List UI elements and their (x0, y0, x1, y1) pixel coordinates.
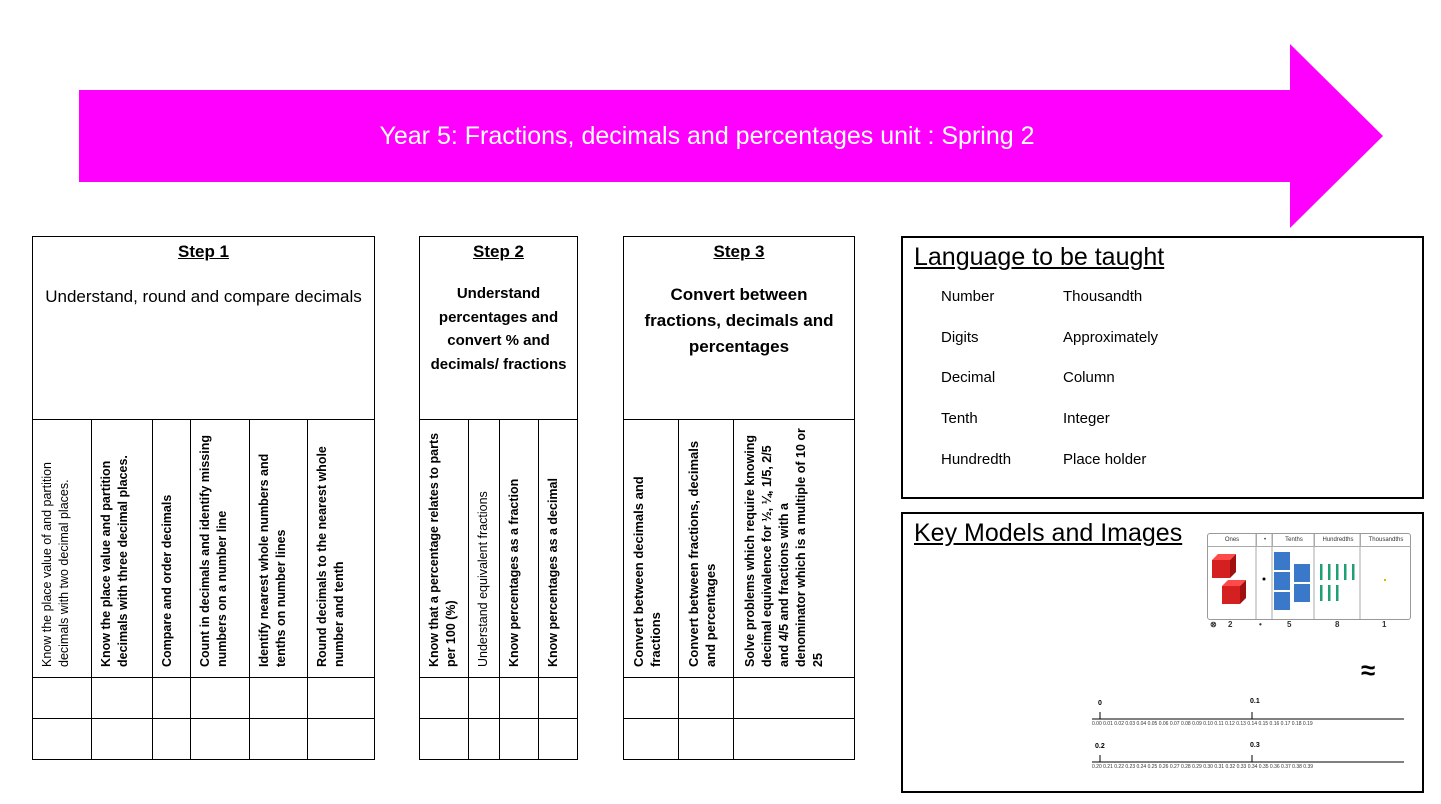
language-word: Approximately (1063, 328, 1159, 346)
models-title: Key Models and Images (914, 519, 1183, 547)
step-3-blank-row (624, 678, 855, 719)
step-2-item-3: Know percentages as a fraction (500, 420, 539, 678)
step-1-item-5: Identify nearest whole numbers and tenths on number lines (250, 420, 308, 678)
step-2-item-2: Understand equivalent fractions (469, 420, 500, 678)
language-word: Thousandth (1063, 288, 1143, 305)
step-2-item-4: Know percentages as a decimal (539, 420, 578, 678)
numberline-1-label-mid: 0.1 (1250, 698, 1260, 705)
place-value-chart (1207, 533, 1411, 620)
step-2-label: Step 2 (473, 242, 525, 261)
numberline-1-ticks: 0.00 0.01 0.02 0.03 0.04 0.05 0.06 0.07 0.08 0.09 0.10 0.11 0.12 0.13 0.14 0.15 0.16 0.17 0.18 0.19 (1092, 721, 1313, 727)
step-1-blank-row (33, 719, 375, 760)
step-1-table (32, 236, 375, 760)
pv-header-ones: Ones (1208, 534, 1256, 547)
step-1-item-2: Know the place value and partition decimals with three decimal places. (92, 420, 153, 678)
step-1-label: Step 1 (177, 242, 230, 261)
step-3-label: Step 3 (713, 242, 765, 261)
language-word: Place holder (1063, 450, 1147, 468)
step-3-header (624, 237, 855, 420)
language-word: Integer (1063, 410, 1110, 428)
approximately-symbol: ≈ (1361, 655, 1376, 685)
step-2-blank-row (420, 719, 578, 760)
step-1-header (33, 237, 375, 420)
pv-header-point: • (1256, 534, 1273, 547)
numberline-2 (1090, 751, 1408, 765)
step-3-blank-row (624, 719, 855, 760)
language-word: Hundredth (941, 450, 1012, 468)
pv-digit-tenths: 5 (1287, 620, 1292, 629)
step-1-item-6: Round decimals to the nearest whole number and tenth (308, 420, 375, 678)
pv-digit-ones: 2 (1228, 620, 1233, 629)
step-1-blank-row (33, 678, 375, 719)
numberline-2-label-start: 0.2 (1095, 743, 1105, 750)
pv-digit-thousandths: 1 (1382, 620, 1387, 629)
language-column-1 (941, 287, 1011, 490)
pv-header-thousandths: Thousandths (1360, 534, 1411, 547)
step-2-header (420, 237, 578, 420)
language-word: Decimal (941, 369, 996, 387)
step-1-item-3: Compare and order decimals (153, 420, 191, 678)
pv-digit-point: • (1259, 620, 1262, 629)
language-title: Language to be taught (914, 243, 1165, 271)
step-3-title: Convert between fractions, decimals and percentages (644, 285, 834, 356)
language-word: Column (1063, 369, 1115, 387)
numberline-1-label-start: 0 (1098, 700, 1102, 707)
pv-counter-icon: ⊗ (1210, 620, 1217, 629)
language-word: Number (941, 288, 995, 305)
step-1-item-4: Count in decimals and identify missing numbers on a number line (191, 420, 250, 678)
numberline-2-ticks: 0.20 0.21 0.22 0.23 0.24 0.25 0.26 0.27 0.28 0.29 0.30 0.31 0.32 0.33 0.34 0.35 0.36 0.37 0.38 0.39 (1092, 764, 1314, 770)
place-value-blocks (1208, 534, 1410, 619)
banner-title: Year 5: Fractions, decimals and percentages unit : Spring 2 (379, 121, 1035, 150)
step-3-item-1: Convert between decimals and fractions (624, 420, 679, 678)
step-2-blank-row (420, 678, 578, 719)
language-column-2 (1063, 287, 1158, 490)
step-3-item-3: Solve problems which require knowing decimal equivalence for ½, ¼, 1/5, 2/5 and 4/5 and fractions with a denominator which is a multiple of 10 or 25 (734, 420, 855, 678)
step-2-title: Understand percentages and convert % and decimals/ fractions (430, 285, 567, 373)
language-word: Digits (941, 328, 979, 346)
step-2-table (419, 236, 578, 760)
step-1-title: Understand, round and compare decimals (45, 287, 362, 306)
pv-header-tenths: Tenths (1272, 534, 1315, 547)
pv-digit-hundredths: 8 (1335, 620, 1340, 629)
step-1-item-1: Know the place value of and partition decimals with two decimal places. (33, 420, 92, 678)
language-word: Tenth (941, 410, 978, 428)
step-3-item-2: Convert between fractions, decimals and percentages (679, 420, 734, 678)
pv-header-hundredths: Hundredths (1314, 534, 1361, 547)
step-3-table (623, 236, 855, 760)
numberline-1 (1090, 708, 1408, 722)
numberline-2-label-mid: 0.3 (1250, 742, 1260, 749)
step-2-item-1: Know that a percentage relates to parts per 100 (%) (420, 420, 469, 678)
